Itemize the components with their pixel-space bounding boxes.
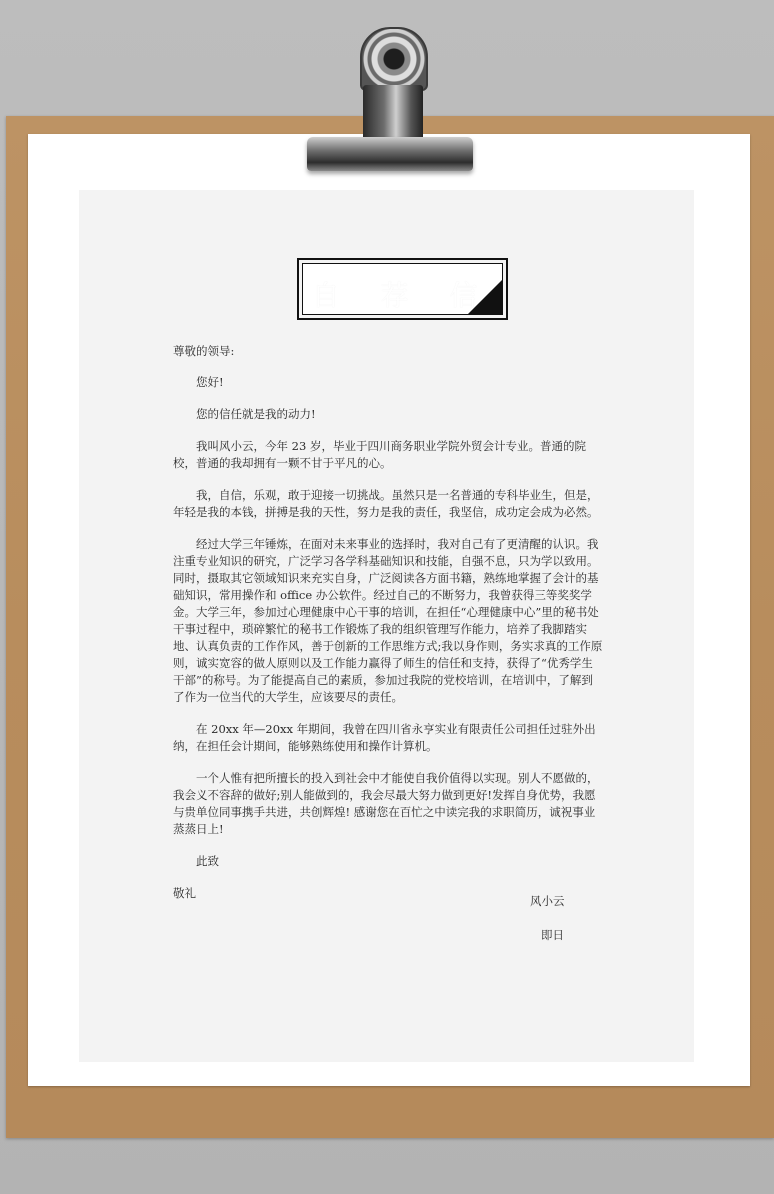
paragraph-6: 一个人惟有把所擅长的投入到社会中才能使自我价值得以实现。别人不愿做的，我会义不容辞的做好;别人能做到的，我会尽最大努力做到更好!发挥自身优势，我愿与贵单位同事携手共进，共创辉煌! 感谢您在百忙之中读完我的求职简历，诚祝事业蒸蒸日上! [173,771,599,836]
salutation: 尊敬的领导: [173,344,235,358]
letter-title: 自 荐 信 [311,279,494,312]
title-inner-frame [302,263,503,315]
respectfully: 此致 [196,854,219,868]
letter-body [173,343,603,902]
paragraph-5: 在 20xx 年—20xx 年期间，我曾在四川省永亨实业有限责任公司担任过驻外出纳，在担任会计期间，能够熟练使用和操作计算机。 [173,722,596,753]
date: 即日 [541,928,564,942]
paragraph-1: 您的信任就是我的动力! [196,407,316,421]
closing: 敬礼 [173,886,196,900]
paragraph-2: 我叫风小云，今年 23 岁，毕业于四川商务职业学院外贸会计专业。普通的院校，普通的我却拥有一颗不甘于平凡的心。 [173,439,586,470]
clip-base [307,137,473,171]
clip-ring [360,27,428,91]
corner-triangle-icon [468,280,502,314]
paragraph-4: 经过大学三年锤炼，在面对未来事业的选择时，我对自己有了更清醒的认识。我注重专业知识的研究，广泛学习各学科基础知识和技能，自强不息，只为学以致用。同时，摄取其它领域知识来充实自身，广泛阅读各方面书籍，熟练地掌握了会计的基础知识，常用操作和 office 办公软件。经过自己的不断努力，我曾获得三等奖奖学金。大学三年，参加过心理健康中心干事的培训，在担任“心理健康中心”里的秘书处干事过程中，琐碎繁忙的秘书工作锻炼了我的组织管理写作能力，培养了我脚踏实地、认真负责的工作作风，善于创新的工作思维方式;我以身作则，务实求真的工作原则，诚实宽容的做人原则以及工作能力赢得了师生的信任和支持，获得了“优秀学生干部”的称号。为了能提高自己的素质，参加过我院的党校培训，在培训中，了解到了作为一位当代的大学生，应该要尽的责任。 [173,537,603,704]
greeting: 您好! [196,375,224,389]
signature: 风小云 [530,894,565,908]
binder-clip-icon [305,25,477,177]
title-box [297,258,508,320]
clip-body [363,85,423,145]
paragraph-3: 我，自信，乐观，敢于迎接一切挑战。虽然只是一名普通的专科毕业生，但是，年轻是我的本钱，拼搏是我的天性，努力是我的责任，我坚信，成功定会成为必然。 [173,488,599,519]
